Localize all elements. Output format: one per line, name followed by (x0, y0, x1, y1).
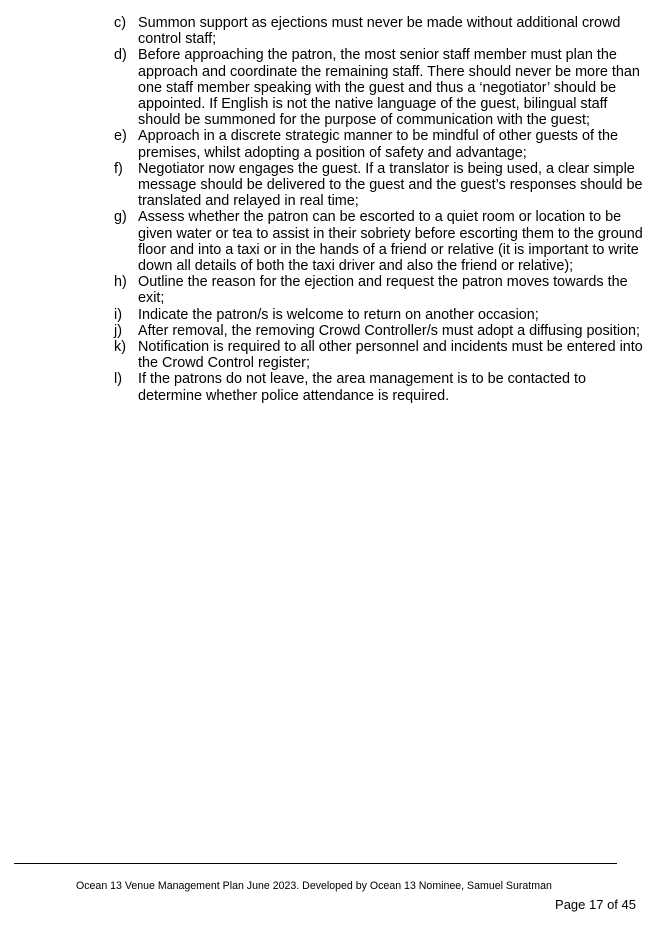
list-marker: f) (114, 160, 123, 177)
list-item (114, 274, 644, 306)
footer-divider (14, 863, 617, 864)
list-marker: c) (114, 15, 126, 31)
list-marker: e) (114, 128, 127, 145)
list-item (114, 307, 644, 323)
list-marker: h) (114, 274, 127, 291)
list-item-text: Summon support as ejections must never be made without additional crowd control staff; (138, 15, 621, 48)
list-marker: d) (114, 47, 127, 64)
footer-text: Ocean 13 Venue Management Plan June 2023. Developed by Ocean 13 Nominee, Samuel Suratman (76, 880, 552, 892)
list-item (114, 161, 644, 210)
list-item (114, 209, 644, 274)
list-item-text: Approach in a discrete strategic manner to be mindful of other guests of the premises, whilst adopting a position of safety and advantage; (138, 128, 618, 161)
list-item-text: Negotiator now engages the guest. If a translator is being used, a clear simple message should be delivered to the guest and the guest’s responses should be translated and relayed in real time; (138, 160, 643, 210)
list-item (114, 47, 644, 128)
list-item-text: Indicate the patron/s is welcome to return on another occasion; (138, 306, 539, 323)
list-item-text: After removal, the removing Crowd Controller/s must adopt a diffusing position; (138, 322, 641, 339)
list-item (114, 371, 644, 403)
list-item-text: If the patrons do not leave, the area management is to be contacted to determine whether police attendance is required. (138, 371, 586, 404)
list-marker: k) (114, 339, 126, 356)
list-item-text: Before approaching the patron, the most senior staff member must plan the approach and coordinate the remaining staff. There should never be more than one staff member speaking with the guest and thus a ‘negotiator’ should be appointed. If English is not the native language of the guest, bilingual staff should be summoned for the purpose of communication with the guest; (138, 47, 640, 129)
list-marker: i) (114, 306, 122, 323)
list-item-text: Assess whether the patron can be escorted to a quiet room or location to be given water or tea to assist in their sobriety before escorting them to the ground floor and into a taxi or in the hands of a friend or relative (it is important to write down all details of both the taxi driver and also the friend or relative); (138, 209, 643, 275)
page-number: Page 17 of 45 (555, 897, 636, 912)
list-item (114, 15, 644, 47)
list-item-text: Notification is required to all other personnel and incidents must be entered into the Crowd Control register; (138, 339, 643, 372)
procedure-list (114, 15, 644, 404)
list-item (114, 128, 644, 160)
list-marker: g) (114, 209, 127, 226)
list-marker: l) (114, 371, 122, 388)
list-marker: j) (114, 322, 122, 339)
list-item (114, 323, 644, 339)
list-item (114, 339, 644, 371)
list-item-text: Outline the reason for the ejection and request the patron moves towards the exit; (138, 274, 628, 307)
